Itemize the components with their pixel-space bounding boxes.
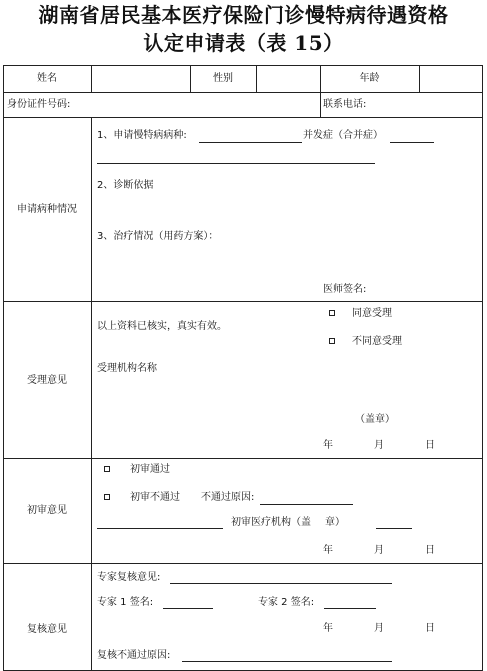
initial-seal-word: 章）: [325, 517, 345, 528]
row-divider: [3, 563, 483, 564]
accept-checkbox[interactable]: [329, 310, 335, 316]
expert2-sign-underline[interactable]: [324, 608, 376, 609]
name-field[interactable]: [92, 66, 190, 92]
re-review-day: 日: [425, 623, 435, 634]
re-review-fail-reason-underline[interactable]: [182, 661, 392, 662]
initial-review-day: 日: [425, 545, 435, 556]
expert1-sign-underline[interactable]: [163, 608, 213, 609]
expert-opinion-label: 专家复核意见:: [97, 572, 161, 583]
disease-section-label: 申请病种情况: [17, 204, 77, 215]
initial-review-year: 年: [323, 545, 333, 556]
disease-continuation-underline[interactable]: [97, 163, 375, 164]
re-review-year: 年: [323, 623, 333, 634]
application-form-table: [3, 65, 483, 671]
complication-label: 并发症（合并症）: [303, 130, 383, 141]
initial-fail-reason-underline[interactable]: [260, 504, 353, 505]
disease-item1-label: 1、申请慢特病病种:: [97, 130, 187, 141]
re-review-section-label: 复核意见: [27, 624, 67, 635]
disease-item2-label: 2、诊断依据: [97, 180, 154, 191]
accept-option-label: 同意受理: [352, 308, 392, 319]
initial-fail-label: 初审不通过: [130, 492, 180, 503]
re-review-month: 月: [374, 623, 384, 634]
expert1-sign-label: 专家 1 签名:: [97, 597, 154, 608]
acceptance-section-label: 受理意见: [27, 375, 67, 386]
initial-review-section-label: 初审意见: [27, 505, 67, 516]
age-label: 年龄: [359, 73, 380, 84]
phone-label: 联系电话:: [323, 99, 367, 110]
disease-name-underline[interactable]: [199, 142, 302, 143]
initial-fail-checkbox[interactable]: [104, 494, 110, 500]
doctor-sign-label: 医师签名:: [323, 284, 367, 295]
initial-review-month: 月: [374, 545, 384, 556]
name-label: 姓名: [37, 73, 57, 84]
gender-field[interactable]: [257, 66, 320, 92]
acceptance-seal-label: （盖章）: [355, 414, 395, 425]
expert-opinion-underline[interactable]: [170, 583, 392, 584]
disease-item3-label: 3、治疗情况（用药方案）：: [97, 231, 219, 242]
reject-option-label: 不同意受理: [352, 336, 402, 347]
acceptance-year: 年: [323, 440, 333, 451]
verified-text: 以上资料已核实，真实有效。: [97, 321, 227, 332]
column-divider: [320, 92, 321, 117]
gender-label: 性别: [213, 73, 233, 84]
row-divider: [3, 458, 483, 459]
acceptance-month: 月: [374, 440, 384, 451]
initial-pass-label: 初审通过: [130, 464, 170, 475]
initial-institution-underline[interactable]: [97, 528, 223, 529]
initial-seal-underline[interactable]: [376, 528, 412, 529]
label-column-divider: [91, 117, 92, 671]
row-divider: [3, 117, 483, 118]
age-field[interactable]: [420, 66, 482, 92]
initial-pass-checkbox[interactable]: [104, 466, 110, 472]
acceptance-agency-label: 受理机构名称: [97, 363, 157, 374]
row-divider: [3, 301, 483, 302]
complication-underline[interactable]: [390, 142, 434, 143]
acceptance-day: 日: [425, 440, 435, 451]
reject-checkbox[interactable]: [329, 338, 335, 344]
expert2-sign-label: 专家 2 签名:: [258, 597, 315, 608]
id-number-label: 身份证件号码:: [7, 99, 71, 110]
initial-institution-label: 初审医疗机构（盖: [231, 517, 311, 528]
form-title-line2: 认定申请表（表 15）: [143, 31, 344, 55]
initial-fail-reason-label: 不通过原因:: [201, 492, 255, 503]
form-title-line1: 湖南省居民基本医疗保险门诊慢特病待遇资格: [38, 3, 449, 27]
row-divider: [3, 92, 483, 93]
re-review-fail-reason-label: 复核不通过原因:: [97, 650, 171, 661]
